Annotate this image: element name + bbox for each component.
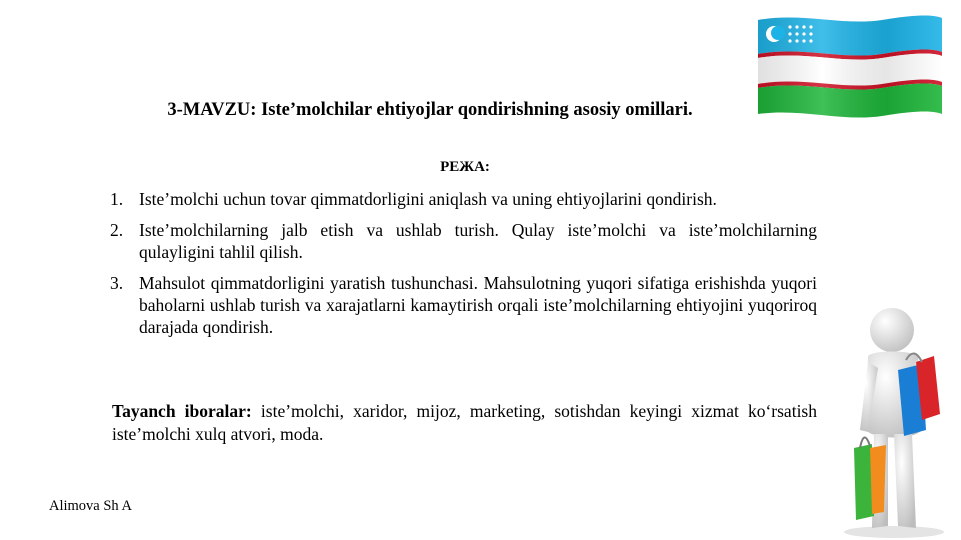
plan-item-text: Iste’molchi uchun tovar qimmatdorligini aniqlash va uning ehtiyojlarini qondirish. <box>139 189 717 209</box>
plan-item-number: 2. <box>110 220 124 240</box>
uzbekistan-flag-image <box>752 10 948 118</box>
author-name: Alimova Sh A <box>49 498 132 514</box>
plan-heading: РЕЖА: <box>440 159 490 175</box>
slide-title: 3-MAVZU: Iste’molchilar ehtiyojlar qondirishning asosiy omillari. <box>167 100 693 120</box>
keywords-label: Tayanch iboralar: <box>112 401 252 421</box>
keywords-text: iste’molchi, xaridor, mijoz, marketing, sotishdan keyingi xizmat ko‘rsatish iste’molchi xulq atvori, moda. <box>112 401 817 444</box>
plan-item-text: Mahsulot qimmatdorligini yaratish tushunchasi. Mahsulotning yuqori sifatiga erishishda yuqori baholarni ushlab turish va xarajatlarni kamaytirish orqali iste’molchilarning ehtiyojini yuqoriroq darajada qondirish. <box>139 273 817 337</box>
plan-item <box>110 272 817 338</box>
plan-item <box>110 219 817 263</box>
plan-item <box>110 188 817 210</box>
shopper-figure-image <box>822 290 961 540</box>
plan-item-number: 1. <box>110 189 124 209</box>
plan-item-number: 3. <box>110 273 124 293</box>
keywords-paragraph <box>112 400 817 446</box>
plan-list <box>110 188 817 347</box>
plan-item-text: Iste’molchilarning jalb etish va ushlab turish. Qulay iste’molchi va iste’molchilarning qulayligini tahlil qilish. <box>139 220 817 262</box>
